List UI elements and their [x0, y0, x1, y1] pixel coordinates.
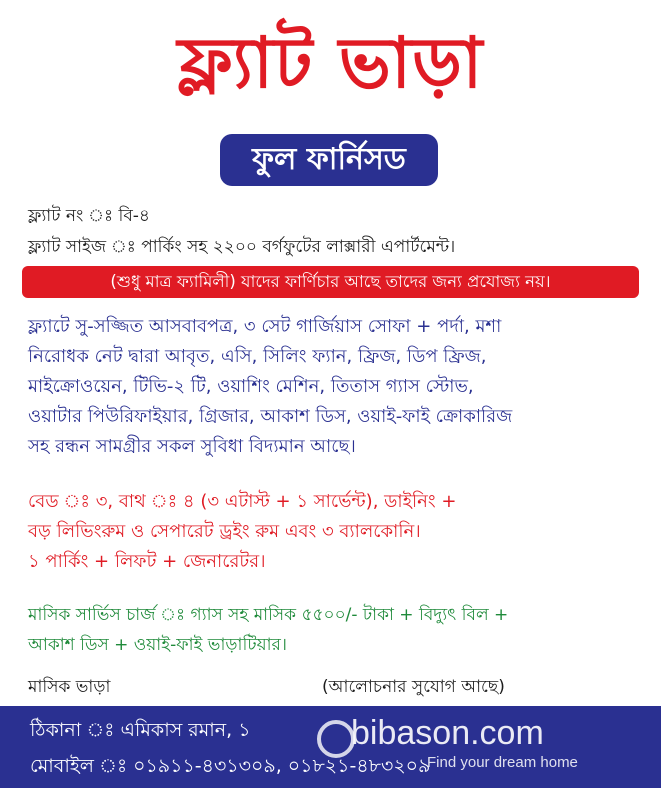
- service-charge-line: মাসিক সার্ভিস চার্জ ঃ গ্যাস সহ মাসিক ৫৫০০/- টাকা + বিদ্যুৎ বিল +: [28, 605, 509, 625]
- watermark-brand: bibason.com: [351, 714, 544, 752]
- footer-mobile: মোবাইল ঃ ০১৯১১-৪৩১৩০৯, ০১৮২১-৪৮৩২০৯: [30, 755, 431, 777]
- amenities-line: মাইক্রোওয়েন, টিভি-২ টি, ওয়াশিং মেশিন, তিতাস গ্যাস স্টোভ,: [28, 376, 474, 397]
- rooms-line: বড় লিভিংরুম ও সেপারেট ড্রইং রুম এবং ৩ ব্যালকোনি।: [28, 521, 421, 542]
- amenities-line: ফ্ল্যাটে সু-সজ্জিত আসবাবপত্র, ৩ সেট গার্জিয়াস সোফা + পর্দা, মশা: [28, 316, 502, 337]
- page-title: ফ্ল্যাট ভাড়া: [177, 22, 484, 104]
- furnished-badge: ফুল ফার্নিসড: [220, 134, 438, 186]
- monthly-rent-label: মাসিক ভাড়া: [28, 677, 111, 697]
- watermark-logo-icon: [317, 720, 355, 758]
- service-charge-line: আকাশ ডিস + ওয়াই-ফাই ভাড়াটিয়ার।: [28, 635, 287, 655]
- rooms-line: বেড ঃ ৩, বাথ ঃ ৪ (৩ এটাস্ট + ১ সার্ভেন্ট), ডাইনিং +: [28, 491, 457, 512]
- family-notice-banner: (শুধু মাত্র ফ্যামিলী) যাদের ফার্ণিচার আছে তাদের জন্য প্রযোজ্য নয়।: [22, 266, 639, 298]
- watermark: [313, 714, 643, 778]
- negotiable-note: (আলোচনার সুযোগ আছে): [322, 677, 505, 697]
- amenities-line: সহ রন্ধন সামগ্রীর সকল সুবিধা বিদ্যমান আছে।: [28, 436, 356, 457]
- amenities-line: নিরোধক নেট দ্বারা আবৃত, এসি, সিলিং ফ্যান, ফ্রিজ, ডিপ ফ্রিজ,: [28, 346, 487, 367]
- rooms-line: ১ পার্কিং + লিফট + জেনারেটর।: [28, 551, 266, 572]
- watermark-tagline: Find your dream home: [427, 754, 578, 771]
- flat-number: ফ্ল্যাট নং ঃ বি-৪: [28, 206, 150, 226]
- flat-size: ফ্ল্যাট সাইজ ঃ পার্কিং সহ ২২০০ বর্গফুটের লাক্সারী এপার্টমেন্ট।: [28, 237, 456, 257]
- footer-address: ঠিকানা ঃ এমিকাস রমান, ১: [30, 719, 251, 741]
- amenities-line: ওয়াটার পিউরিফাইয়ার, গ্রিজার, আকাশ ডিস, ওয়াই-ফাই ক্রোকারিজ: [28, 406, 513, 427]
